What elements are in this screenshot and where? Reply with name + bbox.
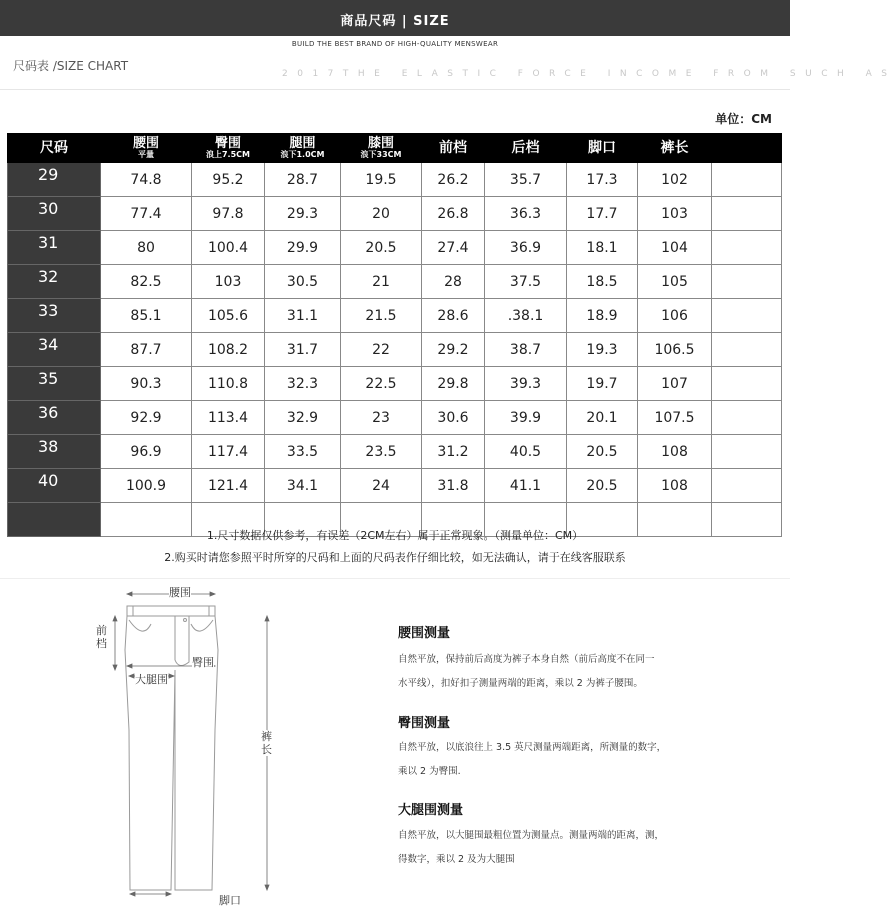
- table-cell: 19.5: [341, 163, 422, 197]
- table-cell: 103: [192, 265, 265, 299]
- table-cell: 29.9: [265, 231, 341, 265]
- note-1: 1.尺寸数据仅供参考，有误差（2CM左右）属于正常现象。（测量单位：CM）: [206, 529, 584, 542]
- diagram-label-length: 裤长: [261, 730, 272, 757]
- table-cell: 105.6: [192, 299, 265, 333]
- table-cell: 18.9: [567, 299, 638, 333]
- table-row: [8, 435, 782, 469]
- header-waist: 腰围 平量: [101, 134, 192, 163]
- table-cell: 32.9: [265, 401, 341, 435]
- table-cell: 36.9: [485, 231, 567, 265]
- table-cell: 26.8: [422, 197, 485, 231]
- table-cell: 21: [341, 265, 422, 299]
- header-hem: 脚口: [567, 134, 638, 163]
- table-row: [8, 163, 782, 197]
- table-cell: 82.5: [101, 265, 192, 299]
- table-cell: 96.9: [101, 435, 192, 469]
- header-bar: [0, 0, 790, 36]
- table-cell: 108: [638, 469, 712, 503]
- table-cell: 105: [638, 265, 712, 299]
- table-cell: 104: [638, 231, 712, 265]
- table-cell: 31.2: [422, 435, 485, 469]
- table-cell: 30.5: [265, 265, 341, 299]
- size-cell: 29: [8, 163, 101, 197]
- table-cell: 17.3: [567, 163, 638, 197]
- table-cell: .38.1: [485, 299, 567, 333]
- size-cell: 33: [8, 299, 101, 333]
- section-desc-hip: [398, 736, 708, 784]
- table-row: [8, 197, 782, 231]
- table-cell: 90.3: [101, 367, 192, 401]
- table-cell: 39.3: [485, 367, 567, 401]
- table-cell: 18.1: [567, 231, 638, 265]
- table-cell: [712, 197, 782, 231]
- table-cell: [712, 401, 782, 435]
- table-cell: 40.5: [485, 435, 567, 469]
- table-cell: 24: [341, 469, 422, 503]
- table-cell: 20: [341, 197, 422, 231]
- table-cell: 95.2: [192, 163, 265, 197]
- table-cell: 22: [341, 333, 422, 367]
- table-cell: 106.5: [638, 333, 712, 367]
- table-cell: 77.4: [101, 197, 192, 231]
- pants-diagram: [85, 580, 295, 915]
- table-cell: 117.4: [192, 435, 265, 469]
- table-cell: 28: [422, 265, 485, 299]
- table-cell: [712, 299, 782, 333]
- table-cell: 87.7: [101, 333, 192, 367]
- section-divider: [0, 578, 790, 579]
- table-cell: 108: [638, 435, 712, 469]
- table-cell: 100.9: [101, 469, 192, 503]
- size-cell: 30: [8, 197, 101, 231]
- table-cell: 20.5: [567, 435, 638, 469]
- table-cell: 30.6: [422, 401, 485, 435]
- table-cell: 28.6: [422, 299, 485, 333]
- table-cell: 80: [101, 231, 192, 265]
- table-row: [8, 367, 782, 401]
- table-cell: 22.5: [341, 367, 422, 401]
- table-cell: 39.9: [485, 401, 567, 435]
- table-cell: 92.9: [101, 401, 192, 435]
- table-cell: 20.5: [567, 469, 638, 503]
- table-cell: 29.3: [265, 197, 341, 231]
- table-row: [8, 299, 782, 333]
- table-cell: 38.7: [485, 333, 567, 367]
- table-cell: 110.8: [192, 367, 265, 401]
- table-cell: 37.5: [485, 265, 567, 299]
- size-cell: 35: [8, 367, 101, 401]
- divider: [0, 89, 790, 90]
- table-body: [8, 163, 782, 537]
- table-cell: 85.1: [101, 299, 192, 333]
- table-cell: 23: [341, 401, 422, 435]
- size-table: [7, 133, 782, 537]
- table-cell: [712, 469, 782, 503]
- page-title: 商品尺码 | SIZE: [340, 14, 450, 29]
- header-empty: [712, 134, 782, 163]
- diagram-label-waist: 腰围: [169, 586, 191, 599]
- table-row: [8, 333, 782, 367]
- desc-line: 得数字，乘以 2 及为大腿围: [398, 854, 515, 865]
- table-cell: 107.5: [638, 401, 712, 435]
- desc-line: 水平线），扣好扣子测量两端的距离，乘以 2 为裤子腰围。: [398, 678, 643, 689]
- table-row: [8, 265, 782, 299]
- table-cell: 106: [638, 299, 712, 333]
- table-cell: 31.1: [265, 299, 341, 333]
- table-cell: 17.7: [567, 197, 638, 231]
- table-cell: 121.4: [192, 469, 265, 503]
- table-cell: 26.2: [422, 163, 485, 197]
- table-cell: [712, 435, 782, 469]
- table-row: [8, 401, 782, 435]
- size-cell: 31: [8, 231, 101, 265]
- table-cell: 19.7: [567, 367, 638, 401]
- table-cell: 35.7: [485, 163, 567, 197]
- table-cell: 32.3: [265, 367, 341, 401]
- diagram-label-hip: 臀围: [192, 656, 214, 669]
- table-cell: 20.5: [341, 231, 422, 265]
- unit-label: 单位：CM: [715, 112, 772, 126]
- table-header-row: [8, 134, 782, 163]
- table-cell: 100.4: [192, 231, 265, 265]
- section-title-hip: 臀围测量: [398, 716, 451, 731]
- table-cell: 31.8: [422, 469, 485, 503]
- header-front-rise: 前档: [422, 134, 485, 163]
- table-cell: 34.1: [265, 469, 341, 503]
- header-length: 裤长: [638, 134, 712, 163]
- diagram-label-thigh: 大腿围: [135, 673, 168, 686]
- table-cell: 28.7: [265, 163, 341, 197]
- section-title-waist: 腰围测量: [398, 626, 451, 641]
- size-cell: 34: [8, 333, 101, 367]
- table-cell: [712, 367, 782, 401]
- desc-line: 自然平放，保持前后高度为裤子本身自然（前后高度不在同一: [398, 654, 655, 665]
- desc-line: 自然平放，以大腿围最粗位置为测量点。测量两端的距离，测，: [398, 830, 665, 841]
- table-cell: 27.4: [422, 231, 485, 265]
- table-row: [8, 469, 782, 503]
- table-cell: 18.5: [567, 265, 638, 299]
- section-title-thigh: 大腿围测量: [398, 803, 464, 818]
- table-cell: 33.5: [265, 435, 341, 469]
- desc-line: 自然平放，以底浪往上 3.5 英尺测量两端距离，所测量的数字，: [398, 742, 667, 753]
- header-back-rise: 后档: [485, 134, 567, 163]
- table-cell: 29.2: [422, 333, 485, 367]
- table-cell: 20.1: [567, 401, 638, 435]
- diagram-label-hem: 脚口: [219, 894, 241, 907]
- desc-line: 乘以 2 为臀围.: [398, 766, 461, 777]
- table-cell: 97.8: [192, 197, 265, 231]
- table-cell: 23.5: [341, 435, 422, 469]
- table-cell: [712, 231, 782, 265]
- table-cell: 36.3: [485, 197, 567, 231]
- table-cell: 108.2: [192, 333, 265, 367]
- table-cell: 21.5: [341, 299, 422, 333]
- table-cell: 74.8: [101, 163, 192, 197]
- table-cell: [712, 265, 782, 299]
- size-cell: 38: [8, 435, 101, 469]
- header-thigh: 腿围 浪下1.0CM: [265, 134, 341, 163]
- table-cell: [712, 163, 782, 197]
- section-desc-waist: [398, 648, 708, 696]
- table-cell: 102: [638, 163, 712, 197]
- table-cell: 103: [638, 197, 712, 231]
- table-cell: 41.1: [485, 469, 567, 503]
- size-cell: 32: [8, 265, 101, 299]
- brand-slogan: BUILD THE BEST BRAND OF HIGH-QUALITY MENSWEAR: [291, 40, 499, 48]
- table-cell: 107: [638, 367, 712, 401]
- size-cell: 36: [8, 401, 101, 435]
- size-chart-label: 尺码表 /SIZE CHART: [13, 59, 129, 73]
- size-cell: 40: [8, 469, 101, 503]
- diagram-label-front-rise: 前档: [96, 624, 107, 651]
- table-cell: [712, 333, 782, 367]
- header-hip: 臀围 浪上7.5CM: [192, 134, 265, 163]
- table-cell: 19.3: [567, 333, 638, 367]
- table-row: [8, 231, 782, 265]
- table-cell: 113.4: [192, 401, 265, 435]
- header-size: 尺码: [8, 134, 101, 163]
- tagline: 2017THE ELASTIC FORCE INCOME FROM SUCH AS: [282, 69, 896, 79]
- section-desc-thigh: [398, 824, 708, 872]
- header-knee: 膝围 浪下33CM: [341, 134, 422, 163]
- table-cell: 29.8: [422, 367, 485, 401]
- note-2: 2.购买时请您参照平时所穿的尺码和上面的尺码表作仔细比较，如无法确认，请于在线客服联系: [164, 551, 626, 564]
- table-cell: 31.7: [265, 333, 341, 367]
